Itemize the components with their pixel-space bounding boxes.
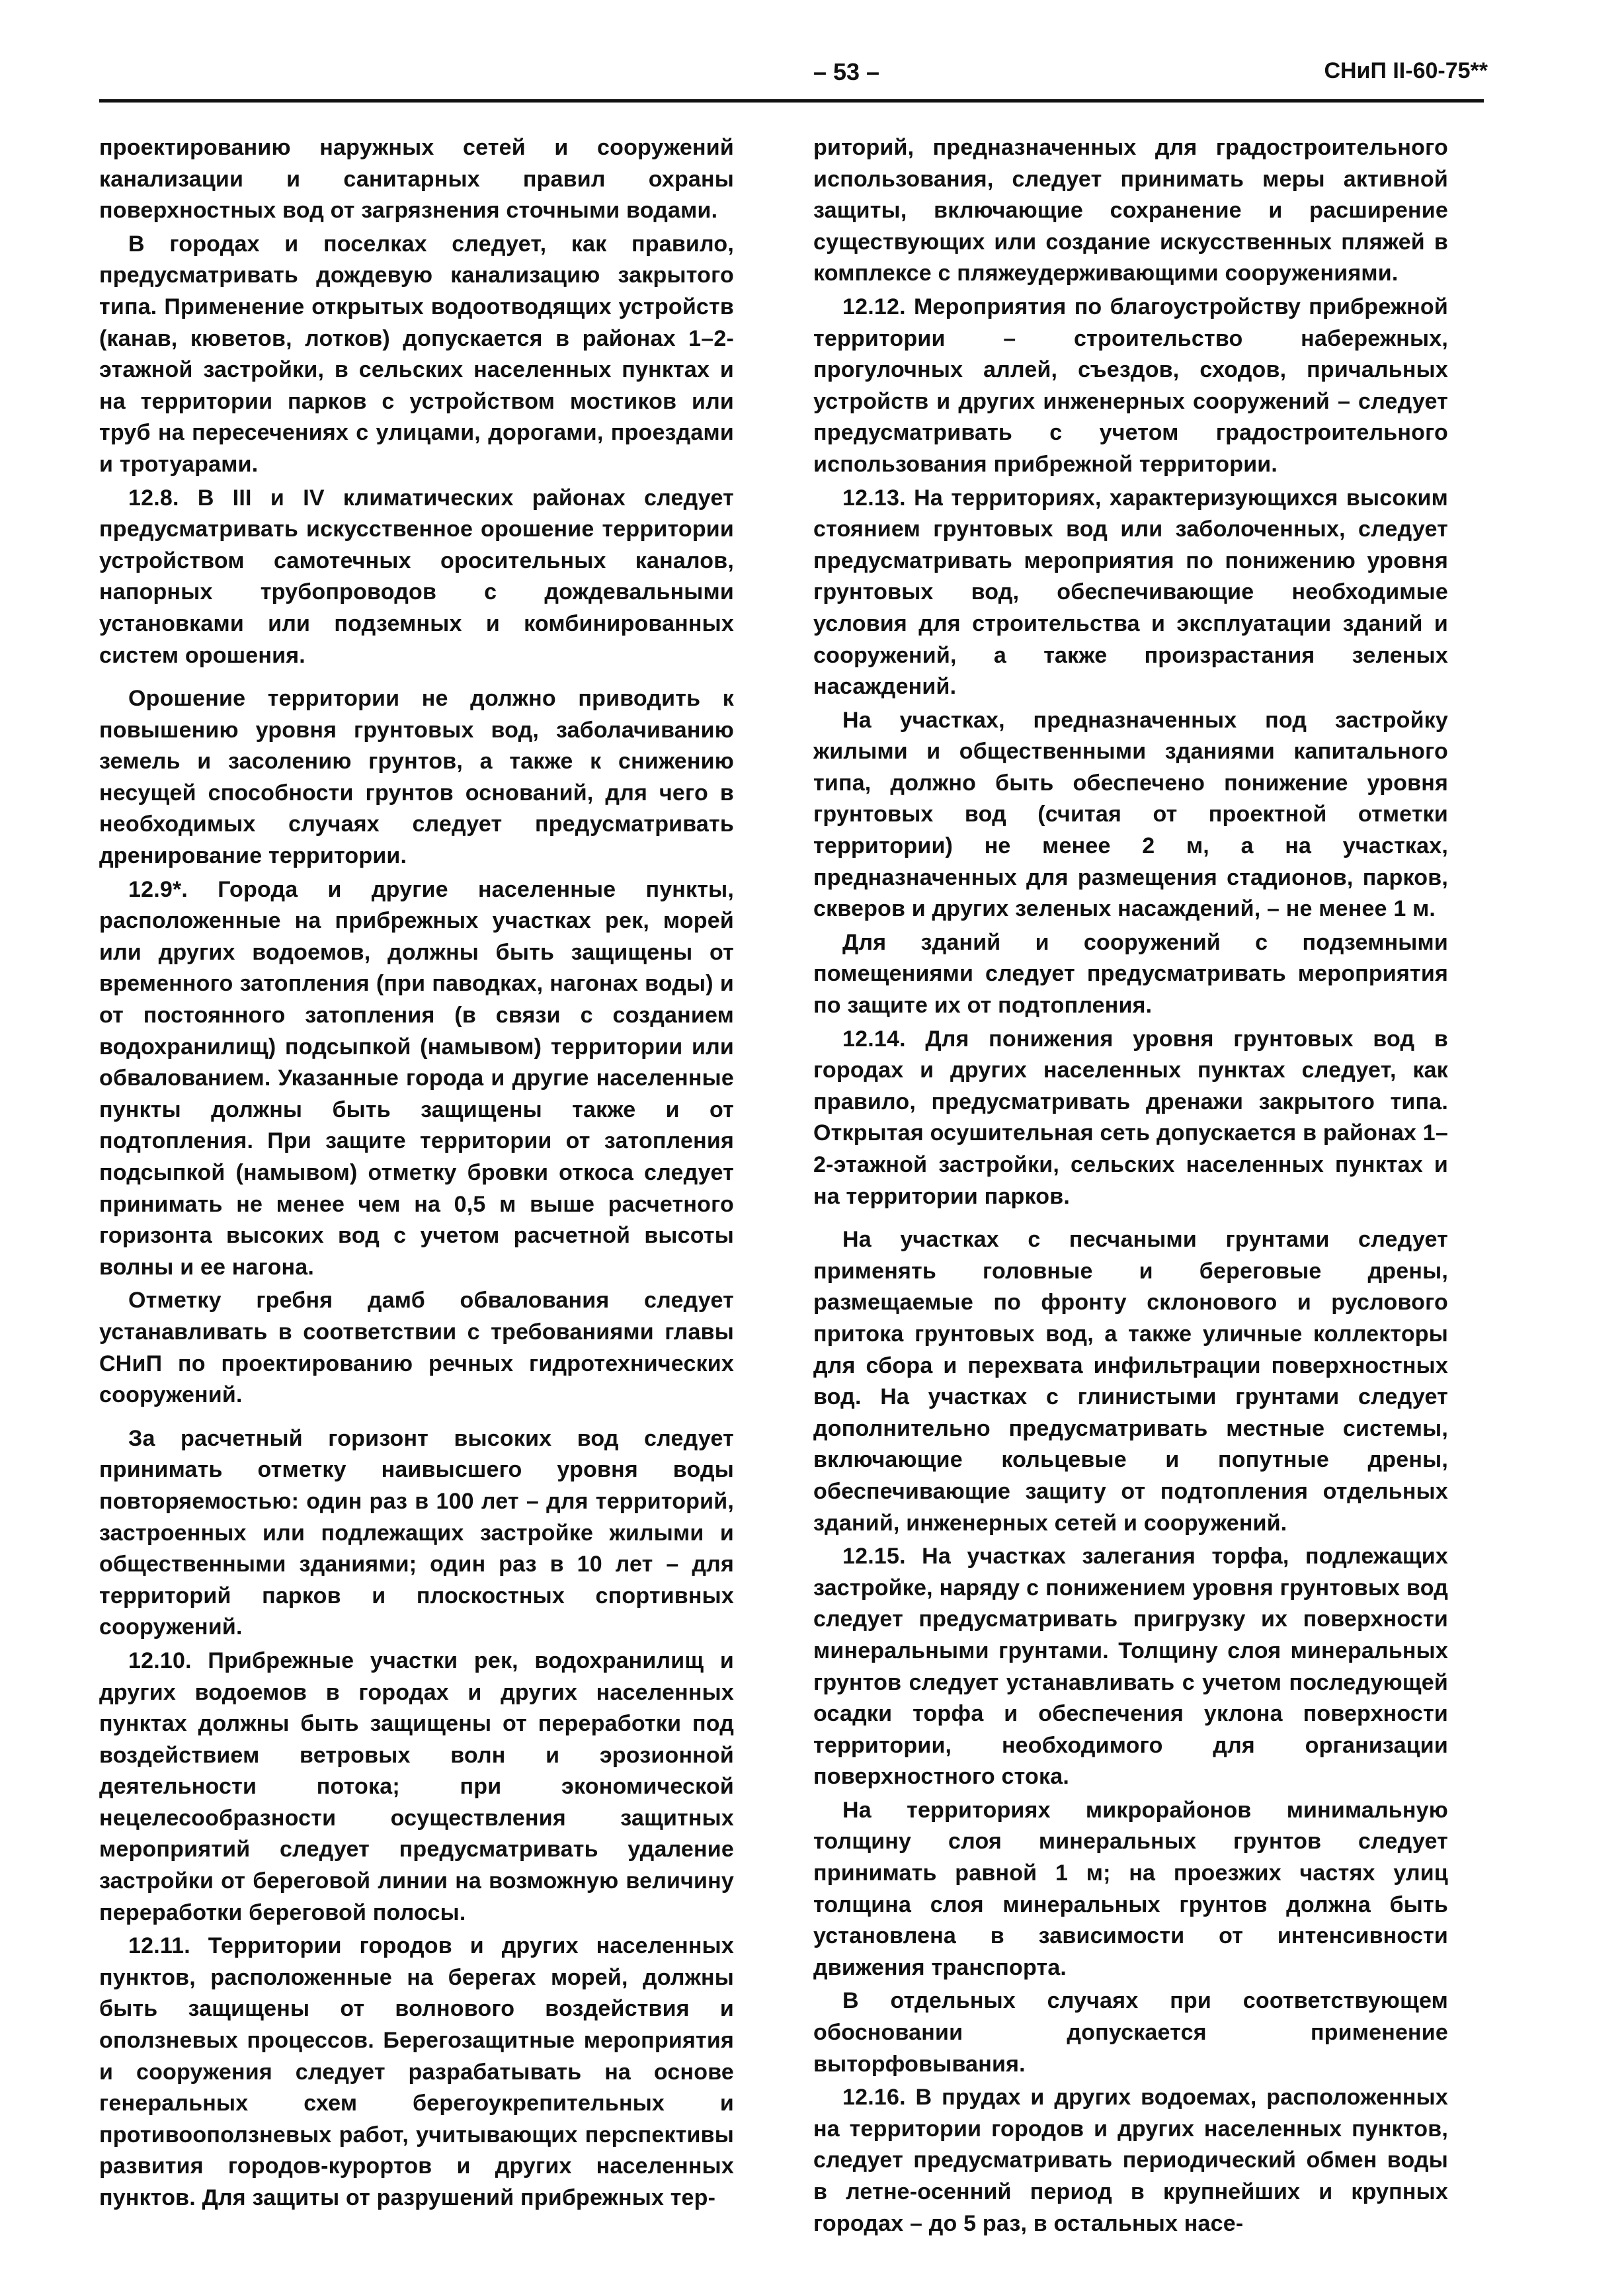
clause-text: В III и IV климатических районах следует предусматривать искусственное орошение территории устройством самотечных оросительных каналов, напорных трубопроводов с дождевальными установками или подземных и комбинированных систем орошения. [99, 485, 734, 668]
paragraph: На территориях микрорайонов минимальную толщину слоя минеральных грунтов следует принимать равной 1 м; на проезжих частях улиц толщина слоя минеральных грунтов должна быть установлена в зависимости от интенсивности движения транспорта. [813, 1797, 1448, 1980]
paragraph: На участках с песчаными грунтами следует применять головные и береговые дрены, размещаемые по фронту склонового и руслового притока грунтовых вод, а также уличные коллекторы для сбора и перехвата инфильтрации поверхностных вод. На участках с глинистыми грунтами следует дополнительно предусматривать местные системы, включающие кольцевые и попутные дрены, обеспечивающие защиту от подтопления отдельных зданий, инженерных сетей и сооружений. [813, 1227, 1448, 1536]
clause-12-10 [99, 1646, 734, 1929]
clause-number: 12.16. [842, 2085, 906, 2110]
clause-number: 12.9*. [128, 876, 188, 902]
document-code: СНиП II-60-75** [1324, 58, 1488, 83]
clause-number: 12.15. [842, 1544, 906, 1569]
clause-12-13 [813, 483, 1448, 703]
clause-number: 12.12. [842, 294, 906, 319]
paragraph: На участках, предназначенных под застройку жилыми и общественными зданиями капитального типа, должно быть обеспечено понижение уровня грунтовых вод (считая от проектной отметки территории) не менее 2 м, а на участках, предназначенных для размещения стадионов, парков, скверов и других зеленых насаждений, – не менее 1 м. [813, 707, 1448, 922]
paragraph: Для зданий и сооружений с подземными помещениями следует предусматривать мероприятия по защите их от подтопления. [813, 929, 1448, 1019]
clause-text: На участках залегания торфа, подлежащих застройке, наряду с понижением уровня грунтовых вод следует предусматривать пригрузку их поверхности минеральными грунтами. Толщину слоя минеральных грунтов следует устанавливать с учетом последующей осадки торфа и обеспечения уклона поверхности территории, необходимого для организации поверхностного стока. [813, 1544, 1448, 1790]
page-number: – 53 – [813, 58, 880, 85]
paragraph: За расчетный горизонт высоких вод следует принимать отметку наивысшего уровня воды повторяемостью: один раз в 100 лет – для территорий, застроенных или подлежащих застройке жилыми и общественными зданиями; один раз в 10 лет – для территорий парков и плоскостных спортивных сооружений. [99, 1425, 734, 1640]
clause-number: 12.11. [128, 1933, 190, 1959]
clause-number: 12.10. [128, 1648, 192, 1673]
clause-12-8 [99, 483, 734, 672]
paragraph: В отдельных случаях при соответствующем обосновании допускается применение выторфовывания. [813, 1988, 1448, 2077]
clause-text: Для понижения уровня грунтовых вод в городах и других населенных пунктах следует, как правило, предусматривать дренажи закрытого типа. Открытая осушительная сеть допускается в районах 1–2-этажной застройки, сельских населенных пунктах и на территории парков. [813, 1026, 1448, 1209]
clause-12-14 [813, 1024, 1448, 1213]
right-column [813, 132, 1448, 2241]
clause-text: На территориях, характеризующихся высоким стоянием грунтовых вод или заболоченных, следует предусматривать мероприятия по понижению уровня грунтовых вод, обеспечивающие необходимые условия для строительства и эксплуатации зданий и сооружений, а также произрастания зеленых насаждений. [813, 485, 1448, 700]
clause-text: Территории городов и других населенных пунктов, расположенные на берегах морей, должны быть защищены от волнового воздействия и оползневых процессов. Берегозащитные мероприятия и сооружения следует разрабатывать на основе генеральных схем берегоукрепительных и противооползневых работ, учитывающих перспективы развития городов-курортов и других населенных пунктов. Для защиты от разрушений прибрежных тер- [99, 1933, 734, 2210]
paragraph: Орошение территории не должно приводить к повышению уровня грунтовых вод, заболачиванию земель и засолению грунтов, а также к снижению несущей способности грунтов оснований, для чего в необходимых случаях следует предусматривать дренирование территории. [99, 686, 734, 869]
left-column [99, 132, 734, 2216]
clause-text: В прудах и других водоемах, расположенных на территории городов и других населенных пунктов, следует предусматривать периодический обмен воды в летне-осенний период в крупнейших и крупных городах – до 5 раз, в остальных насе- [813, 2085, 1448, 2236]
clause-12-9 [99, 874, 734, 1284]
clause-12-15 [813, 1541, 1448, 1793]
clause-number: 12.8. [128, 485, 179, 511]
paragraph: проектированию наружных сетей и сооружений канализации и санитарных правил охраны поверхностных вод от загрязнения сточными водами. [99, 135, 734, 224]
clause-number: 12.14. [842, 1026, 906, 1052]
paragraph: Отметку гребня дамб обвалования следует устанавливать в соответствии с требованиями главы СНиП по проектированию речных гидротехнических сооружений. [99, 1288, 734, 1408]
clause-text: Города и другие населенные пункты, расположенные на прибрежных участках рек, морей или других водоемов, должны быть защищены от временного затопления (при паводках, нагонах воды) и от постоянного затопления (в связи с созданием водохранилищ) подсыпкой (намывом) территории или обвалованием. Указанные города и другие населенные пункты должны быть защищены также и от подтопления. При защите территории от затопления подсыпкой (намывом) отметку бровки откоса следует принимать не менее чем на 0,5 м выше расчетного горизонта высоких вод с учетом расчетной высоты волны и ее нагона. [99, 876, 734, 1280]
paragraph: В городах и поселках следует, как правило, предусматривать дождевую канализацию закрытого типа. Применение открытых водоотводящих устройств (канав, кюветов, лотков) допускается в районах 1–2-этажной застройки, в сельских населенных пунктах и на территории парков с устройством мостиков или труб на пересечениях с улицами, дорогами, проездами и тротуарами. [99, 231, 734, 477]
clause-12-16 [813, 2082, 1448, 2239]
paragraph: риторий, предназначенных для градостроительного использования, следует принимать меры активной защиты, включающие сохранение и расширение существующих или создание искусственных пляжей в комплексе с пляжеудерживающими сооружениями. [813, 135, 1448, 286]
clause-12-12 [813, 292, 1448, 481]
header-rule [99, 99, 1484, 103]
clause-text: Прибрежные участки рек, водохранилищ и других водоемов в городах и других населенных пунктах должны быть защищены от переработки под воздействием ветровых волн и эрозионной деятельности потока; при экономической нецелесообразности осуществления защитных мероприятий следует предусматривать удаление застройки от береговой линии на возможную величину переработки береговой полосы. [99, 1648, 734, 1925]
clause-text: Мероприятия по благоустройству прибрежной территории – строительство набережных, прогулочных аллей, съездов, сходов, причальных устройств и других инженерных сооружений – следует предусматривать с учетом градостроительного использования прибрежной территории. [813, 294, 1448, 477]
page-header [99, 58, 1488, 98]
clause-number: 12.13. [842, 485, 906, 511]
clause-12-11 [99, 1931, 734, 2214]
